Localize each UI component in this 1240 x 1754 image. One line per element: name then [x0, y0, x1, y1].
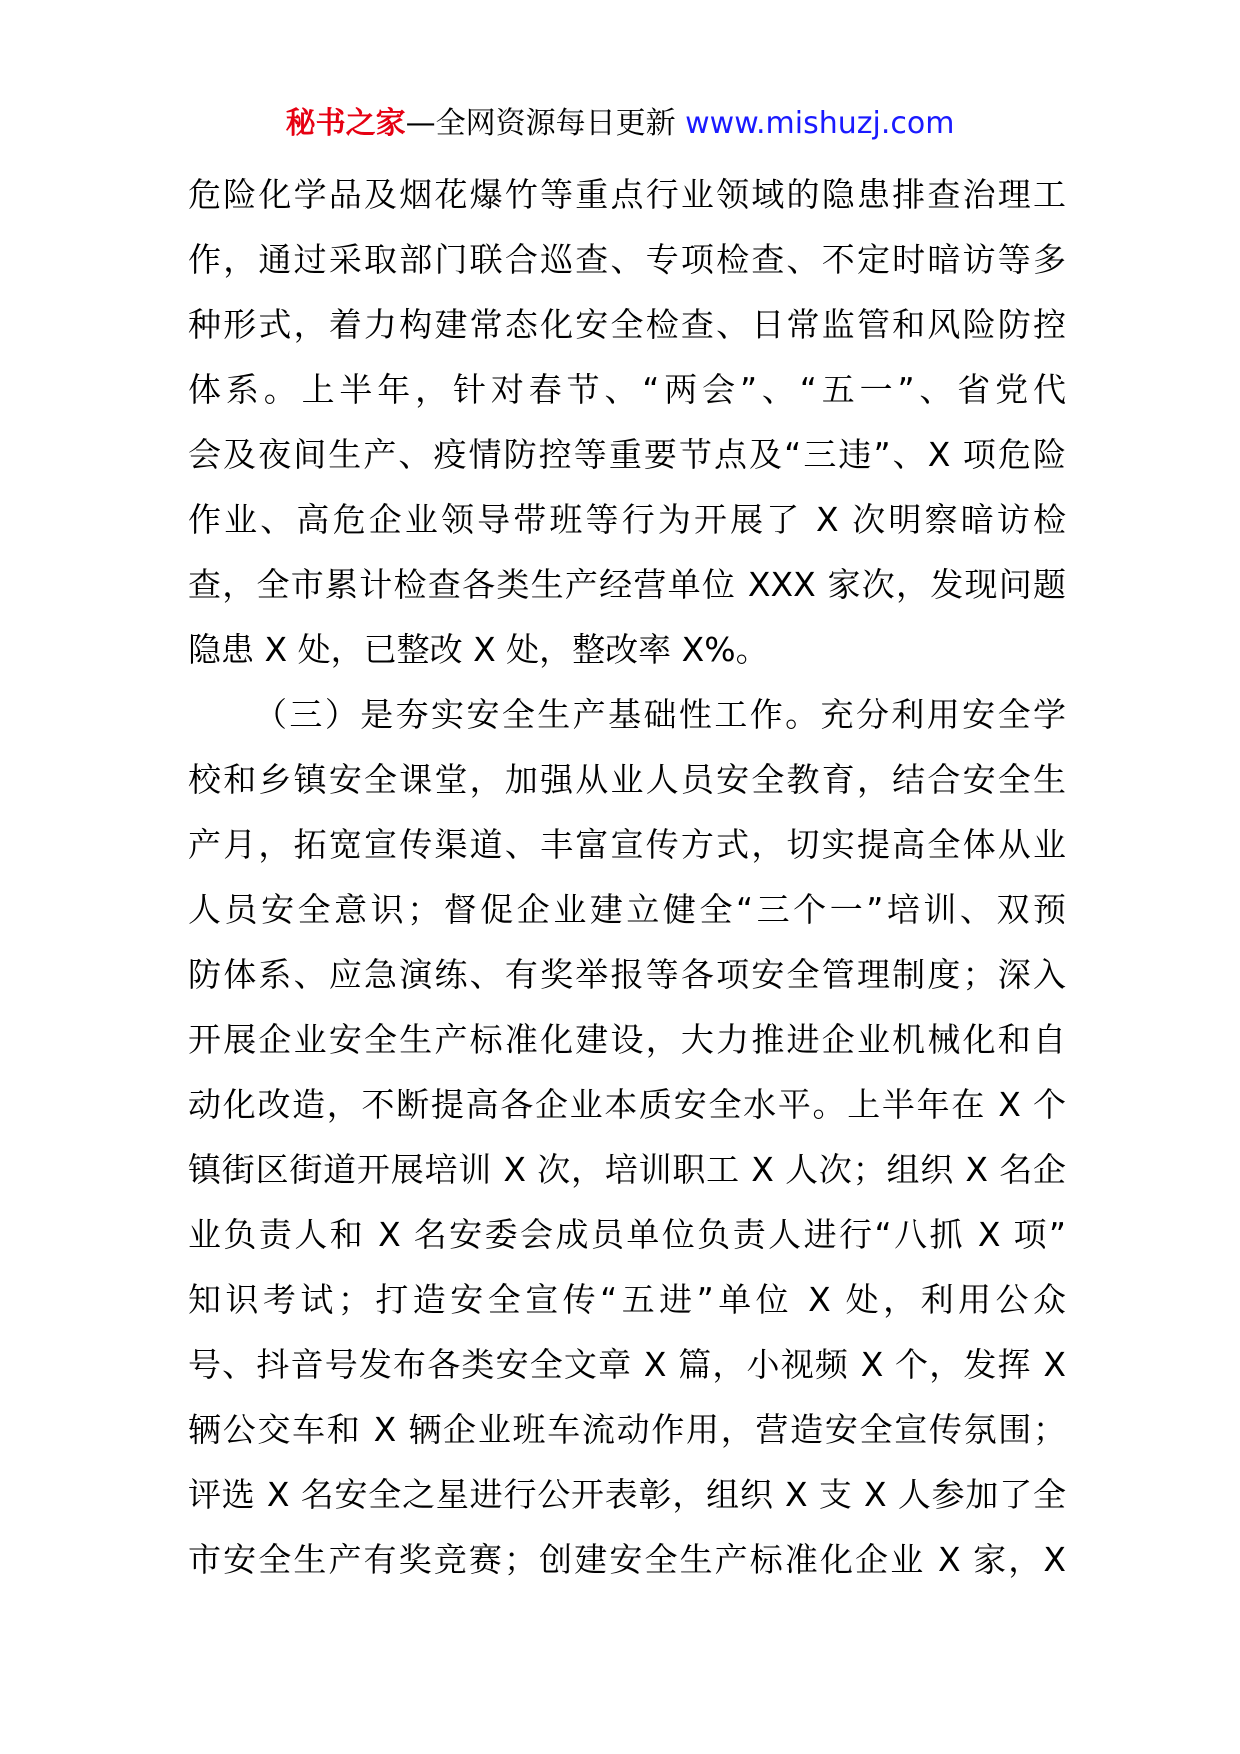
text-line: （三）是夯实安全生产基础性工作。充分利用安全学: [254, 695, 1066, 734]
text-line: 知识考试；打造安全宣传“五进”单位 X 处，利用公众: [188, 1280, 1066, 1319]
text-line: 体系。上半年，针对春节、“两会”、“五一”、省党代: [188, 370, 1066, 409]
text-line: 辆公交车和 X 辆企业班车流动作用，营造安全宣传氛围；: [188, 1410, 1066, 1449]
text-line: 查，全市累计检查各类生产经营单位 XXX 家次，发现问题: [188, 565, 1066, 604]
paragraph-2: [188, 682, 1066, 1592]
site-slogan: —全网资源每日更新: [405, 106, 676, 141]
text-line: 业负责人和 X 名安委会成员单位负责人进行“八抓 X 项”: [188, 1215, 1066, 1254]
document-body: [188, 162, 1066, 1592]
text-line: 开展企业安全生产标准化建设，大力推进企业机械化和自: [188, 1020, 1066, 1059]
text-line: 镇街区街道开展培训 X 次，培训职工 X 人次；组织 X 名企: [188, 1150, 1066, 1189]
text-line: 隐患 X 处，已整改 X 处，整改率 X%。: [188, 630, 769, 669]
text-line: 校和乡镇安全课堂，加强从业人员安全教育，结合安全生: [188, 760, 1066, 799]
site-brand: 秘书之家: [285, 106, 406, 141]
site-header: [0, 104, 1240, 144]
text-line: 人员安全意识；督促企业建立健全“三个一”培训、双预: [188, 890, 1066, 929]
site-url-link[interactable]: www.mishuzj.com: [685, 106, 955, 141]
text-line: 产月，拓宽宣传渠道、丰富宣传方式，切实提高全体从业: [188, 825, 1066, 864]
text-line: 防体系、应急演练、有奖举报等各项安全管理制度；深入: [188, 955, 1066, 994]
text-line: 市安全生产有奖竞赛；创建安全生产标准化企业 X 家，X: [188, 1540, 1066, 1579]
paragraph-1: [188, 162, 1066, 682]
text-line: 号、抖音号发布各类安全文章 X 篇，小视频 X 个，发挥 X: [188, 1345, 1066, 1384]
text-line: 会及夜间生产、疫情防控等重要节点及“三违”、X 项危险: [188, 435, 1066, 474]
text-line: 评选 X 名安全之星进行公开表彰，组织 X 支 X 人参加了全: [188, 1475, 1066, 1514]
text-line: 作，通过采取部门联合巡查、专项检查、不定时暗访等多: [188, 240, 1066, 279]
text-line: 作业、高危企业领导带班等行为开展了 X 次明察暗访检: [188, 500, 1066, 539]
text-line: 种形式，着力构建常态化安全检查、日常监管和风险防控: [188, 305, 1066, 344]
text-line: 动化改造，不断提高各企业本质安全水平。上半年在 X 个: [188, 1085, 1066, 1124]
text-line: 危险化学品及烟花爆竹等重点行业领域的隐患排查治理工: [188, 175, 1066, 214]
